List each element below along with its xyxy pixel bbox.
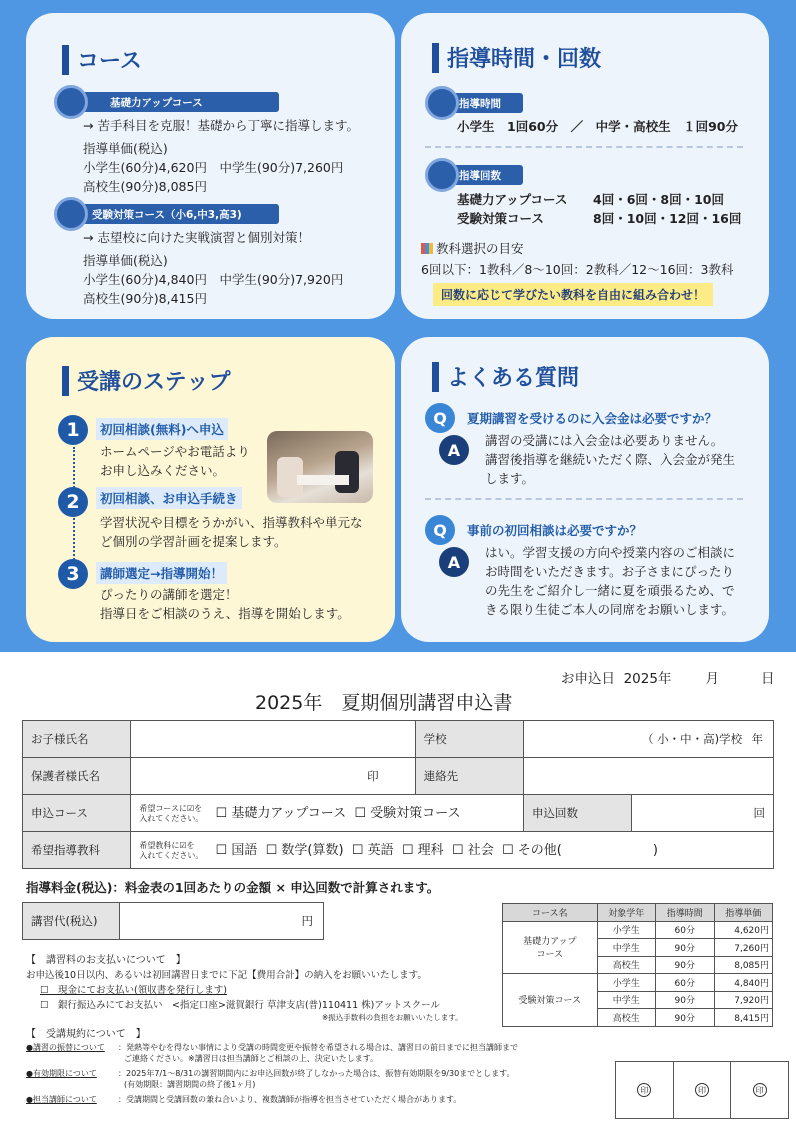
step-body: ど個別の学習計画を提案します。 (100, 534, 287, 549)
time-heading: 指導時間・回数 (432, 42, 601, 73)
count-label: 申込回数 (524, 795, 632, 832)
price-header: 指導時間 (656, 904, 714, 922)
step-title: 初回相談(無料)へ申込 (96, 418, 228, 440)
question-icon: Q (425, 515, 455, 545)
price-cell: 8,415円 (714, 1009, 773, 1027)
subject-note: 希望教科に☑を 入れてください。 (139, 840, 204, 860)
price-cell: 90分 (656, 1009, 714, 1027)
exam-price-line1: 小学生(60分)4,840円 中学生(90分)7,920円 (83, 272, 344, 287)
cash-payment-checkbox[interactable]: ☐ 現金にてお支払い(領収書を発行します) (40, 985, 227, 996)
circle-decoration-icon (425, 158, 459, 192)
price-cell: 7,260円 (714, 939, 773, 957)
price-cell: 7,920円 (714, 991, 773, 1009)
course-note: 希望コースに☑を 入れてください。 (139, 803, 204, 823)
subject-checkbox[interactable]: ☐ その他( ) (501, 843, 658, 859)
highlight-message: 回数に応じて学びたい教科を自由に組み合わせ！ (433, 283, 713, 306)
time-label: 指導時間 (437, 93, 523, 113)
price-cell: 4,840円 (714, 974, 773, 992)
faq-answer: お時間をいただきます。お子さまにぴったり (485, 564, 735, 579)
payment-note: ※振込手数料の負担をお願いいたします。 (322, 1013, 463, 1022)
course-heading: コース (62, 44, 142, 75)
guide-line: 6回以下：1教科／8〜10回：2教科／12〜16回：3教科 (421, 262, 734, 277)
count-basic-value: 4回・6回・8回・10回 (593, 192, 724, 207)
step-title: 講師選定→指導開始！ (96, 562, 227, 584)
terms-item: ●講習の振替について ：発熱等やむを得ない事情により受講の時間変更や振替を希望される場合は、講習日の前日までに担当講師まで ご連絡ください。※講習日は担当講師とご相談の上、決定いたします。 (26, 1043, 518, 1063)
subject-checkbox[interactable]: ☐ 英語 (351, 843, 394, 859)
fee-label: 講習代(税込) (23, 903, 120, 939)
price-table (502, 903, 773, 1027)
step-body: ホームページやお電話より (100, 444, 250, 459)
circle-decoration-icon (54, 85, 88, 119)
application-date: お申込日 2025年 月 日 (561, 671, 775, 687)
time-card (401, 13, 769, 319)
parent-name-field[interactable]: 印 (131, 758, 415, 795)
price-cell: 90分 (656, 956, 714, 974)
contact-field[interactable] (524, 758, 774, 795)
consultation-photo (267, 431, 373, 503)
faq-heading: よくある質問 (432, 361, 579, 392)
price-header: 指導単価 (714, 904, 773, 922)
price-cell: 中学生 (597, 991, 655, 1009)
exam-course-desc: → 志望校に向けた実戦演習と個別対策！ (83, 230, 310, 245)
price-cell: 90分 (656, 991, 714, 1009)
child-name-label: お子様氏名 (23, 721, 131, 758)
question-icon: Q (425, 403, 455, 433)
payment-line: お申込後10日以内、あるいは初回講習日までに下記【費用合計】の納入をお願いいたします。 (26, 970, 427, 981)
terms-title: 【 受講規約について 】 (26, 1029, 146, 1040)
price-cell: 中学生 (597, 939, 655, 957)
step-body: 指導日をご相談のうえ、指導を開始します。 (100, 606, 350, 621)
course-name-cell: 基礎力アップ コース (503, 921, 598, 974)
price-cell: 90分 (656, 939, 714, 957)
faq-answer: の先生をご紹介し一緒に夏を頑張るため、で (485, 583, 735, 598)
fee-field[interactable]: 円 (301, 914, 313, 928)
step-number: 1 (58, 415, 88, 445)
school-field[interactable]: （ 小・中・高)学校 年 (524, 721, 774, 758)
terms-item: ●担当講師について ：受講期間と受講回数の兼ね合いより、複数講師が指導を担当させていただく場合があります。 (26, 1095, 462, 1104)
course-name-cell: 受験対策コース (503, 974, 598, 1027)
bank-payment-checkbox[interactable]: ☐ 銀行振込みにてお支払い <指定口座>滋賀銀行 草津支店(普)110411 株)アットスクール (40, 1000, 440, 1011)
price-header: コース名 (503, 904, 598, 922)
subject-checkbox[interactable]: ☐ 数学(算数) (265, 843, 344, 859)
faq-answer: します。 (485, 471, 535, 486)
faq-card (401, 337, 769, 642)
step-number: 2 (58, 487, 88, 517)
divider (425, 498, 743, 500)
answer-icon: A (439, 435, 469, 465)
fee-formula: 指導料金(税込)：料金表の1回あたりの金額 × 申込回数で計算されます。 (26, 880, 440, 895)
basic-price-line1: 小学生(60分)4,620円 中学生(90分)7,260円 (83, 160, 344, 175)
circle-decoration-icon (425, 86, 459, 120)
faq-question: 事前の初回相談は必要ですか？ (467, 523, 643, 538)
stamp-box[interactable] (674, 1062, 732, 1118)
child-name-field[interactable] (131, 721, 415, 758)
exam-price-title: 指導単価(税込) (83, 253, 168, 268)
count-exam-value: 8回・10回・12回・16回 (593, 211, 742, 226)
price-cell: 小学生 (597, 974, 655, 992)
step-body: ぴったりの講師を選定！ (100, 587, 238, 602)
step-title: 初回相談、お申込手続き (96, 487, 242, 509)
count-basic-name: 基礎力アップコース (457, 192, 568, 207)
count-exam-name: 受験対策コース (457, 211, 544, 226)
seal-icon: 印 (637, 1083, 651, 1097)
school-label: 学校 (415, 721, 523, 758)
basic-course-label: 基礎力アップコース (66, 92, 279, 112)
faq-question: 夏期講習を受けるのに入会金は必要ですか？ (467, 411, 718, 426)
price-cell: 4,620円 (714, 921, 773, 939)
payment-title: 【 講習料のお支払いについて 】 (26, 955, 186, 966)
faq-answer: きる限り生徒ご本人の同席をお願いします。 (485, 602, 735, 617)
stamp-boxes (615, 1061, 789, 1119)
basic-price-title: 指導単価(税込) (83, 141, 168, 156)
subject-checkbox[interactable]: ☐ 理科 (401, 843, 444, 859)
step-body: お申し込みください。 (100, 463, 226, 478)
course-card (26, 13, 395, 319)
price-cell: 8,085円 (714, 956, 773, 974)
exam-price-line2: 高校生(90分)8,415円 (83, 291, 207, 306)
terms-item: ●有効期限について ：2025年7/1〜8/31の講習期間内にお申込回数が終了しなかった場合は、振替有効期限を9/30までとします。 (有効期限：講習期間の終了後1ヶ月) (26, 1069, 515, 1089)
books-icon (421, 243, 433, 254)
price-cell: 60分 (656, 921, 714, 939)
circle-decoration-icon (54, 197, 88, 231)
exam-course-checkbox[interactable]: ☐ 受験対策コース (354, 806, 461, 822)
stamp-box[interactable] (731, 1062, 788, 1118)
subject-label: 希望指導教科 (23, 832, 131, 869)
price-cell: 小学生 (597, 921, 655, 939)
divider (425, 146, 743, 148)
subject-checkbox[interactable]: ☐ 国語 (215, 843, 258, 859)
exam-course-label: 受験対策コース（小6,中3,高3) (66, 204, 279, 224)
form-title: 2025年 夏期個別講習申込書 (255, 692, 513, 714)
seal-icon: 印 (695, 1083, 709, 1097)
time-line: 小学生 1回60分 ／ 中学・高校生 １回90分 (457, 119, 738, 134)
stamp-box[interactable] (616, 1062, 674, 1118)
basic-course-desc: → 苦手科目を克服！基礎から丁寧に指導します。 (83, 118, 359, 133)
price-cell: 高校生 (597, 956, 655, 974)
step-number: 3 (58, 559, 88, 589)
fee-box (22, 902, 324, 940)
steps-heading: 受講のステップ (62, 365, 231, 396)
price-header: 対象学年 (597, 904, 655, 922)
count-field[interactable]: 回 (632, 795, 774, 832)
steps-card (26, 337, 395, 642)
price-cell: 高校生 (597, 1009, 655, 1027)
basic-price-line2: 高校生(90分)8,085円 (83, 179, 207, 194)
basic-course-checkbox[interactable]: ☐ 基礎力アップコース (215, 806, 347, 822)
subject-checkbox[interactable]: ☐ 社会 (451, 843, 494, 859)
seal-icon: 印 (753, 1083, 767, 1097)
faq-answer: 講習後指導を継続いただく際、入会金が発生 (485, 452, 736, 467)
course-label: 申込コース (23, 795, 131, 832)
count-label: 指導回数 (437, 165, 523, 185)
price-cell: 60分 (656, 974, 714, 992)
step-body: 学習状況や目標をうかがい、指導教科や単元な (100, 515, 363, 530)
parent-name-label: 保護者様氏名 (23, 758, 131, 795)
guide-title: 教科選択の目安 (421, 239, 524, 257)
faq-answer: はい。学習支援の方向や授業内容のご相談に (485, 545, 736, 560)
faq-answer: 講習の受講には入会金は必要ありません。 (485, 433, 724, 448)
course-options (131, 795, 524, 832)
answer-icon: A (439, 547, 469, 577)
application-form (22, 720, 774, 869)
contact-label: 連絡先 (415, 758, 523, 795)
subject-options (131, 832, 774, 869)
